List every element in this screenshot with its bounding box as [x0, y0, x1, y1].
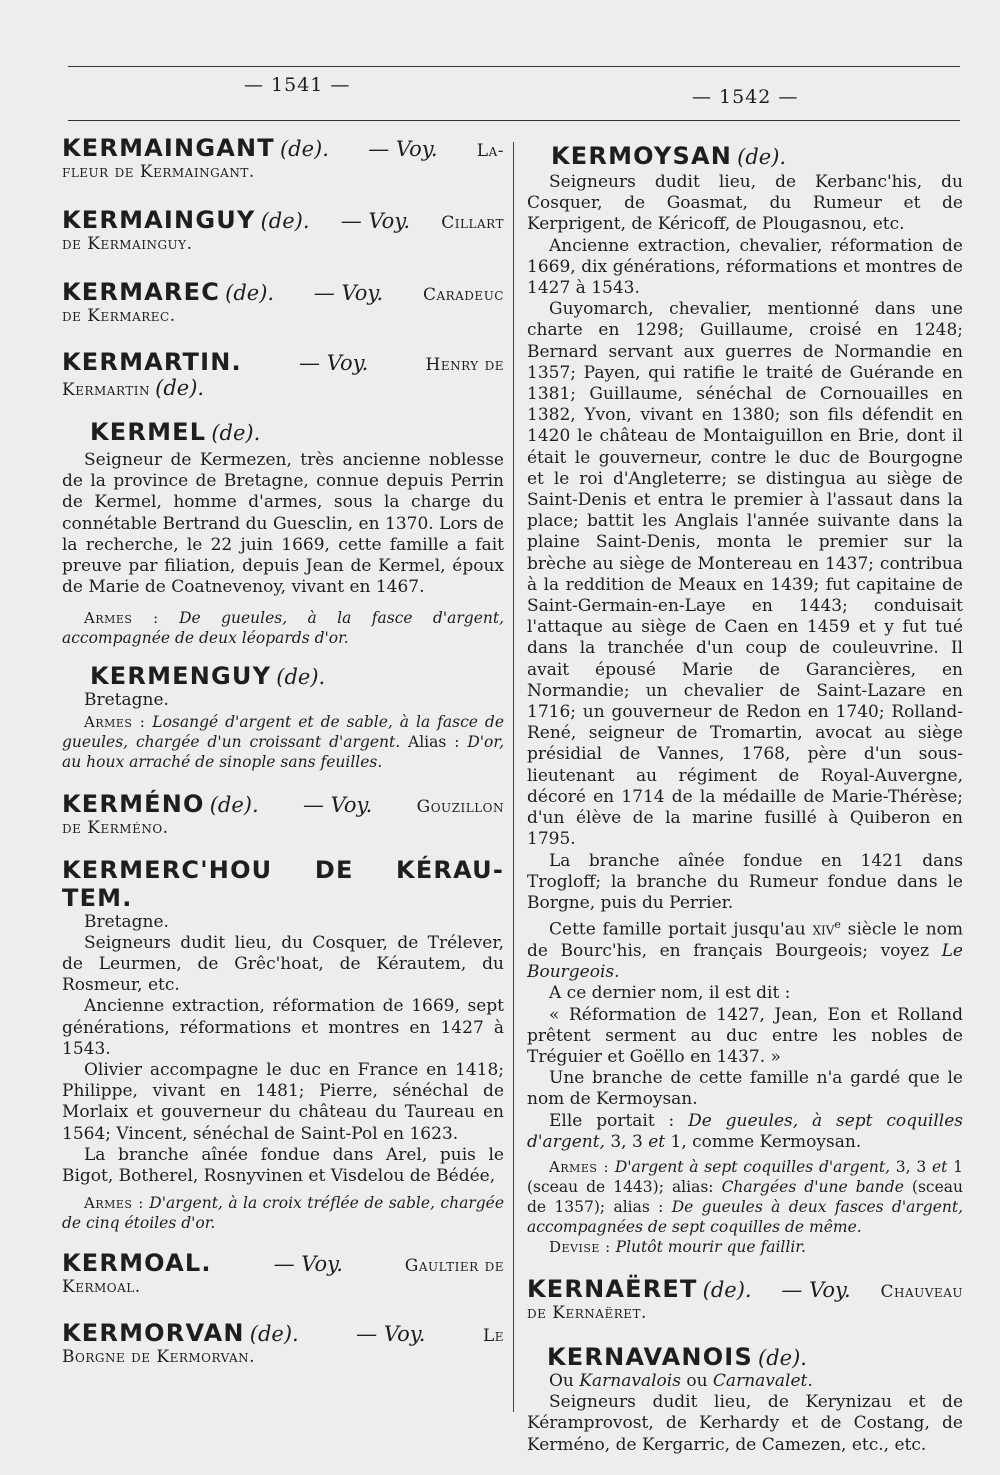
entry-kermel: [62, 418, 504, 648]
entry-body: La branche aînée fondue dans Arel, puis le Bigot, Botherel, Rosnyvinen et Visdelou de Bédée,: [62, 1144, 504, 1187]
century-sup: e: [834, 918, 841, 932]
text: siècle le nom de Bourc'his, en français Bourgeois; voyez: [527, 919, 964, 961]
entry-body: « Réformation de 1427, Jean, Eon et Rolland prêtent serment au duc entre les nobles de Tréguier et Goëllo en 1437. »: [527, 1004, 963, 1067]
page-number-right: — 1542 —: [692, 86, 799, 108]
armes-text: Chargées d'une bande: [721, 1178, 904, 1196]
right-column: [527, 142, 963, 1456]
cross-ref: Caradeuc: [422, 285, 504, 305]
text: ou: [686, 1371, 708, 1391]
entry-body: [527, 1111, 963, 1153]
particle: (de).: [225, 281, 275, 305]
headword: KERMARTIN.: [62, 348, 242, 376]
cross-ref: Chauveau: [880, 1282, 963, 1302]
headword: KERMOAL.: [62, 1249, 212, 1278]
headword: KERMOYSAN: [551, 142, 733, 170]
alias-label: Alias :: [408, 732, 460, 751]
devise-label: Devise :: [549, 1238, 611, 1256]
cross-ref: Le: [482, 1326, 504, 1347]
particle: (de).: [155, 376, 205, 400]
entry-body: Guyomarch, chevalier, mentionné dans une charte en 1298; Guillaume, croisé en 1248; Bernard servant aux guerres de Normandie en 1357; Payen, qui ratifie le traité de Guérande en 1381; Guillaume, sénéchal de Cornouailles en 1382, Yvon, vivant en 1380; son fils défendit en 1420 le château de Montaiguillon en Brie, dont il était le gouverneur, contre le duc de Bourgogne et le roi d'Angleterre; se distingua au siège de Saint-Denis et entra le premier à l'assaut dans la place; battit les Anglais l'année suivante dans la plaine Saint-Denis, monta le premier sur la brèche au siège de Montereau en 1437; contribua à la reddition de Meaux en 1439; fut capitaine de Saint-Germain-en-Laye en 1443; conduisait l'attaque au siège de Caen en 1459 et y fut tué dans la tranchée d'un coup de couleuvrine. Il avait épousé Marie de Garancières, en Normandie; un chevalier de Saint-Lazare en 1716; un gouverneur de Redon en 1740; Rolland-René, seigneur de Tromartin, avocat au siège présidial de Vannes, 1768, père d'un sous-lieutenant au régiment de Royal-Auvergne, décoré en 1714 de la médaille de Marie-Thérèse; d'un élève de la marine fusillé à Quiberon en 1795.: [527, 299, 963, 850]
entry-kermorvan: [62, 1319, 504, 1367]
left-column: [62, 134, 504, 1367]
region: Bretagne.: [84, 690, 169, 711]
armes-line: [62, 712, 504, 772]
blazon: De gueules, à sept coquilles d'argent,: [527, 1110, 964, 1152]
nums: 3, 3: [610, 1131, 643, 1152]
cross-ref-cont: de Kerméno.: [62, 817, 169, 838]
cross-ref: Cillart: [441, 213, 504, 233]
entry-body: Seigneurs dudit lieu, de Kerbanc'his, du Cosquer, de Goasmat, du Rumeur et de Kerprigent, de Kéricoff, de Plougasnou, etc.: [527, 172, 963, 235]
devise-line: [527, 1237, 963, 1257]
text: (sceau de 1357); alias :: [527, 1178, 964, 1216]
armes-text: Losangé d'argent et de sable, à la fasce de gueules, chargée d'un croissant d'argent.: [62, 712, 505, 751]
headword-cont: KÉRAU-: [396, 855, 504, 884]
particle: (de).: [737, 145, 787, 169]
headword: KERNAVANOIS: [547, 1343, 753, 1371]
cross-ref-cont: de Kernaëret.: [527, 1303, 647, 1323]
alias-text: D'or, au houx arraché de sinople sans feuilles.: [62, 732, 504, 771]
cross-ref-cont: de Kermarec.: [62, 306, 176, 326]
entry-body: Seigneurs dudit lieu, de Kerynizau et de Kéramprovost, de Kerhardy et de Costang, de Kerméno, de Kergarric, de Camezen, etc., etc.: [527, 1392, 963, 1455]
et: et: [931, 1158, 948, 1176]
entry-body: Seigneur de Kermezen, très ancienne noblesse de la province de Bretagne, connue depuis Perrin de Kermel, homme d'armes, sous la charge du connétable Bertrand du Guesclin, en 1370. Lors de la recherche, le 22 juin 1669, cette famille a fait preuve par filiation, depuis Jean de Kermel, époux de Marie de Coatnevenoy, vivant en 1467.: [62, 450, 504, 598]
region: Bretagne.: [84, 911, 169, 932]
particle: (de).: [279, 137, 329, 161]
voy-ref: — Voy.: [299, 351, 369, 375]
headword-de: DE: [314, 855, 354, 884]
voy-ref: — Voy.: [356, 1322, 426, 1347]
armes-label: Armes :: [84, 1194, 144, 1213]
headword: KERMENGUY: [90, 662, 272, 691]
headword: KERMORVAN: [62, 1319, 245, 1348]
entry-kermaingant: [62, 134, 504, 182]
voy-ref: — Voy.: [340, 209, 411, 233]
particle: (de).: [249, 1322, 299, 1347]
particle: (de).: [211, 421, 261, 445]
cross-ref: La-: [476, 141, 504, 161]
variant: Carnavalet.: [712, 1371, 813, 1391]
entry-kermartin: [62, 348, 504, 400]
entry-body: A ce dernier nom, il est dit :: [549, 983, 791, 1004]
cross-ref: Henry de: [425, 355, 504, 375]
entry-body: Ancienne extraction, réformation de 1669, sept générations, réformations et montres en 1427 à 1543.: [62, 996, 504, 1059]
armes-label: Armes :: [84, 712, 146, 731]
text: Ou: [549, 1371, 574, 1391]
nums: 3, 3: [895, 1158, 927, 1176]
armes-text: D'argent, à la croix tréflée de sable, chargée de cinq étoiles d'or.: [62, 1194, 505, 1233]
et: et: [648, 1131, 666, 1152]
armes-text: D'argent à sept coquilles d'argent,: [614, 1158, 891, 1176]
entry-body: Seigneurs dudit lieu, du Cosquer, de Trélever, de Leurmen, de Grêc'hoat, de Kérautem, du Rosmeur, etc.: [62, 932, 504, 996]
voy-ref: — Voy.: [313, 281, 384, 305]
entry-kermoal: [62, 1249, 504, 1297]
page-number-left: — 1541 —: [244, 74, 351, 96]
entry-kernavanois: [527, 1343, 963, 1456]
text: 1 (sceau de 1443); alias:: [527, 1158, 964, 1196]
cross-ref-cont: de Kermainguy.: [62, 234, 193, 254]
cross-ref: Gouzillon: [416, 796, 504, 817]
entry-kermeno: [62, 790, 504, 838]
headword: KERMÉNO: [62, 789, 205, 818]
entry-body: Olivier accompagne le duc en France en 1418; Philippe, vivant en 1481; Pierre, sénéchal de Morlaix et gouverneur du château du Taureau en 1564; Vincent, sénéchal de Saint-Pol en 1623.: [62, 1060, 504, 1144]
cross-ref-cont: fleur de Kermaingant.: [62, 162, 255, 182]
ref-italic: Le Bourgeois.: [527, 940, 963, 983]
armes-line: [527, 1157, 963, 1237]
entry-kermoysan: [527, 142, 963, 1257]
text: Cette famille portait jusqu'au: [549, 919, 806, 940]
entry-kermenguy: [62, 662, 504, 771]
entry-body: [527, 914, 963, 983]
armes-text: De gueules, à la fasce d'argent, accompagnée de deux léopards d'or.: [62, 609, 505, 648]
entry-kermarec: [62, 278, 504, 326]
headword: KERMAREC: [62, 278, 221, 306]
cross-ref: Gaultier de: [404, 1256, 504, 1277]
armes-line: [62, 608, 504, 648]
armes-label: Armes :: [84, 609, 159, 628]
cross-ref-cont: Kermartin: [62, 380, 151, 400]
entry-kermainguy: [62, 206, 504, 254]
cross-ref-cont: Kermoal.: [62, 1277, 141, 1298]
variant: Karnavalois: [579, 1371, 681, 1391]
headword: KERMEL: [90, 418, 207, 446]
header-rule: [68, 120, 960, 121]
voy-ref: — Voy.: [302, 792, 373, 817]
entry-kermerchou: [62, 856, 504, 1234]
headword: KERMAINGANT: [62, 134, 275, 162]
voy-ref: — Voy.: [368, 137, 438, 161]
particle: (de).: [209, 792, 259, 817]
voy-ref: — Voy.: [273, 1252, 343, 1277]
headword-end: TEM.: [62, 883, 133, 912]
particle: (de).: [276, 665, 326, 690]
cross-ref-cont: Borgne de Kermorvan.: [62, 1347, 256, 1368]
headword: KERNAËRET: [527, 1275, 698, 1303]
voy-ref: — Voy.: [781, 1278, 851, 1302]
headword: KERMERC'HOU: [62, 855, 273, 884]
armes-text: De gueules à deux fasces d'argent, accompagnées de sept coquilles de même.: [527, 1198, 964, 1236]
label: Elle portait :: [549, 1110, 675, 1131]
headword: KERMAINGUY: [62, 206, 256, 234]
particle: (de).: [758, 1346, 807, 1370]
entry-body: La branche aînée fondue en 1421 dans Trogloff; la branche du Rumeur fondue dans le Borgne, puis du Perrier.: [527, 850, 963, 913]
variant-names: [527, 1371, 963, 1392]
particle: (de).: [702, 1278, 752, 1302]
particle: (de).: [260, 209, 310, 233]
column-divider: [513, 142, 514, 1412]
entry-body: Une branche de cette famille n'a gardé que le nom de Kermoysan.: [527, 1068, 963, 1110]
entry-body: Ancienne extraction, chevalier, réformation de 1669, dix générations, réformations et montres de 1427 à 1543.: [527, 235, 963, 299]
armes-line: [62, 1193, 504, 1233]
armes-label: Armes :: [549, 1158, 610, 1176]
entry-kernaeret: [527, 1275, 963, 1323]
top-rule: [68, 66, 960, 67]
devise-text: Plutôt mourir que faillir.: [615, 1238, 806, 1256]
text: 1, comme Kermoysan.: [670, 1131, 862, 1152]
century: xiv: [812, 919, 835, 940]
